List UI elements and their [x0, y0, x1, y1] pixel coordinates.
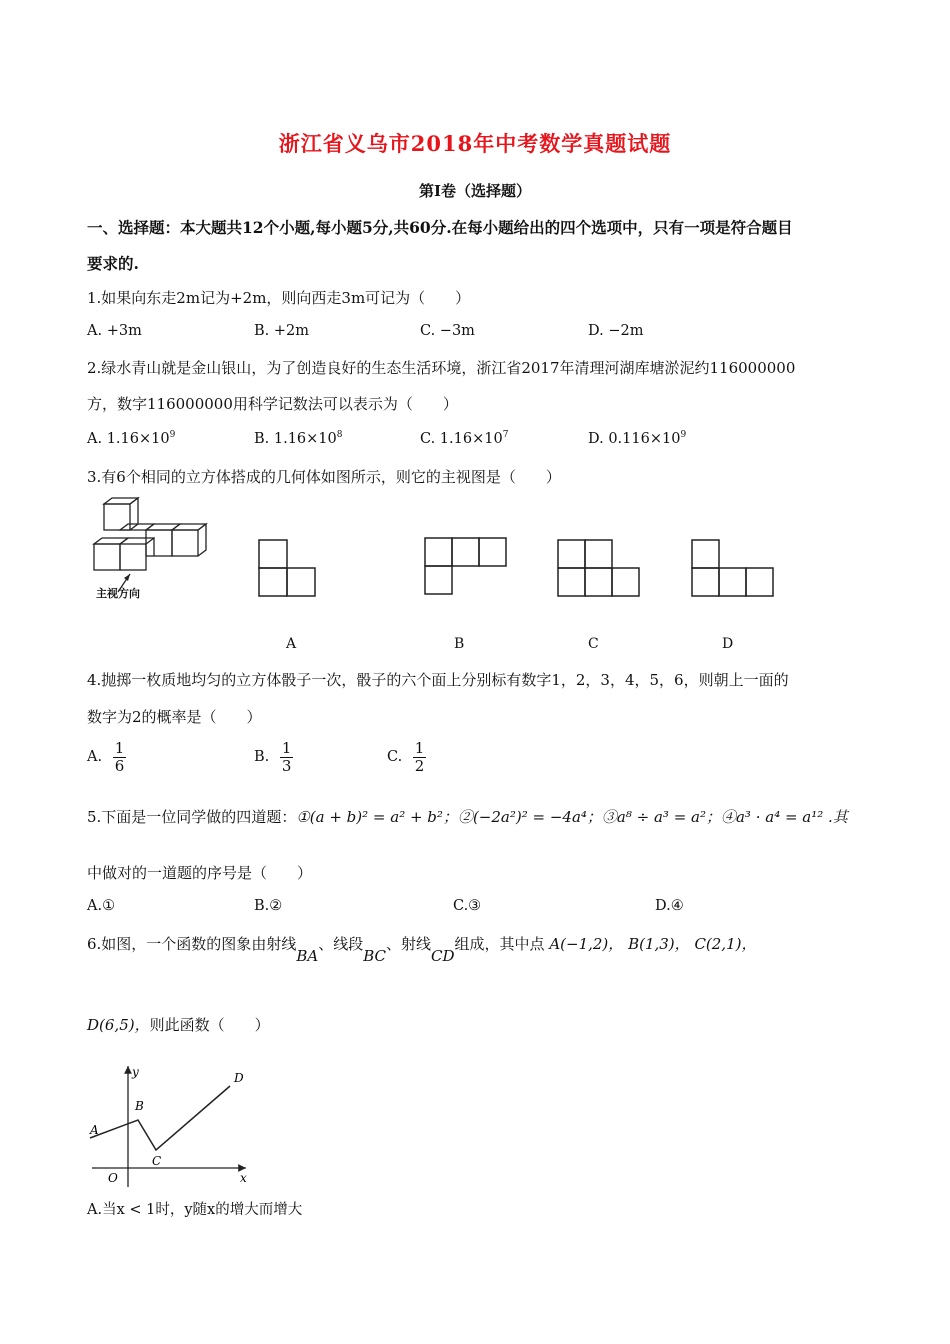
q3-view-d — [691, 539, 781, 599]
part-heading: 第Ⅰ卷（选择题） — [418, 182, 532, 200]
question-6-stem-line2: D(6,5)，则此函数（ ） — [87, 1016, 270, 1034]
y-axis-label: y — [132, 1065, 139, 1079]
x-axis-label: x — [240, 1171, 247, 1185]
point-b-label: B — [135, 1099, 144, 1113]
question-1-stem: 1.如果向东走2m记为+2m，则向西走3m可记为（ ） — [87, 289, 471, 307]
question-2-stem-line1: 2.绿水青山就是金山银山，为了创造良好的生态生活环境，浙江省2017年清理河湖库塘淤泥约116000000 — [87, 359, 796, 377]
section-instructions-line2: 要求的. — [87, 254, 139, 273]
question-4-stem-line1: 4.抛掷一枚质地均匀的立方体骰子一次，骰子的六个面上分别标有数字1，2，3，4，5，6，则朝上一面的 — [87, 671, 789, 689]
question-3-stem: 3.有6个相同的立方体搭成的几何体如图所示，则它的主视图是（ ） — [87, 468, 561, 486]
q1-option-a: A. +3m — [87, 323, 142, 339]
q2-option-d: D. $0.116\times 10^9$ — [588, 430, 687, 447]
origin-label: O — [108, 1171, 118, 1185]
q1-option-d: D. −2m — [588, 323, 644, 339]
q6-function-graph — [88, 1062, 258, 1192]
question-5-stem-line1: 5.下面是一位同学做的四道题：①(a + b)² = a² + b²；②(−2a²)² = −4a⁴；③a⁸ ÷ a³ = a²；④a³ · a⁴ = a¹² .其 — [87, 808, 848, 826]
q4-option-a: A. $\frac{1}{6}$ — [87, 739, 125, 775]
q1-option-c: C. −3m — [420, 323, 475, 339]
q3-label-b: B — [454, 636, 465, 652]
q1-option-b: B. +2m — [254, 323, 309, 339]
question-5-stem-line2: 中做对的一道题的序号是（ ） — [87, 864, 313, 882]
q3-label-c: C — [588, 636, 599, 652]
question-6-stem-line1: 6.如图，一个函数的图象由射线BA、线段BC、射线CD组成，其中点 A(−1,2)， B(1,3)， C(2,1)， — [87, 935, 757, 965]
q4-option-b: B. $\frac{1}{3}$ — [254, 739, 292, 775]
q3-view-b — [424, 537, 514, 597]
q6-option-a: A.当x < 1时，y随x的增大而增大 — [87, 1202, 303, 1218]
point-c-label: C — [152, 1154, 162, 1168]
q4-option-c: C. $\frac{1}{2}$ — [387, 739, 425, 775]
q5-option-a: A.① — [87, 898, 116, 914]
q5-option-b: B.② — [254, 898, 283, 914]
q3-view-a — [258, 539, 318, 599]
question-2-stem-line2: 方，数字116000000用科学记数法可以表示为（ ） — [87, 395, 458, 413]
front-view-direction-label: 主视方向 — [96, 587, 140, 600]
point-d-label: D — [234, 1071, 244, 1085]
q5-option-d: D.④ — [655, 898, 684, 914]
q5-option-c: C.③ — [453, 898, 482, 914]
function-polyline — [90, 1086, 230, 1150]
q3-label-d: D — [722, 636, 734, 652]
q2-option-b: B. $1.16\times 10^8$ — [254, 430, 343, 447]
section-instructions-line1: 一、选择题：本大题共12个小题,每小题5分,共60分.在每小题给出的四个选项中，只有一项是符合题目 — [87, 218, 793, 237]
point-a-label: A — [90, 1123, 99, 1137]
q3-view-c — [557, 539, 647, 599]
q2-option-c: C. $1.16\times 10^7$ — [420, 430, 509, 447]
page-title: 浙江省义乌市2018年中考数学真题试题 — [278, 131, 672, 156]
q2-option-a: A. $1.16\times 10^9$ — [87, 430, 176, 447]
question-4-stem-line2: 数字为2的概率是（ ） — [87, 708, 262, 726]
q3-label-a: A — [286, 636, 297, 652]
